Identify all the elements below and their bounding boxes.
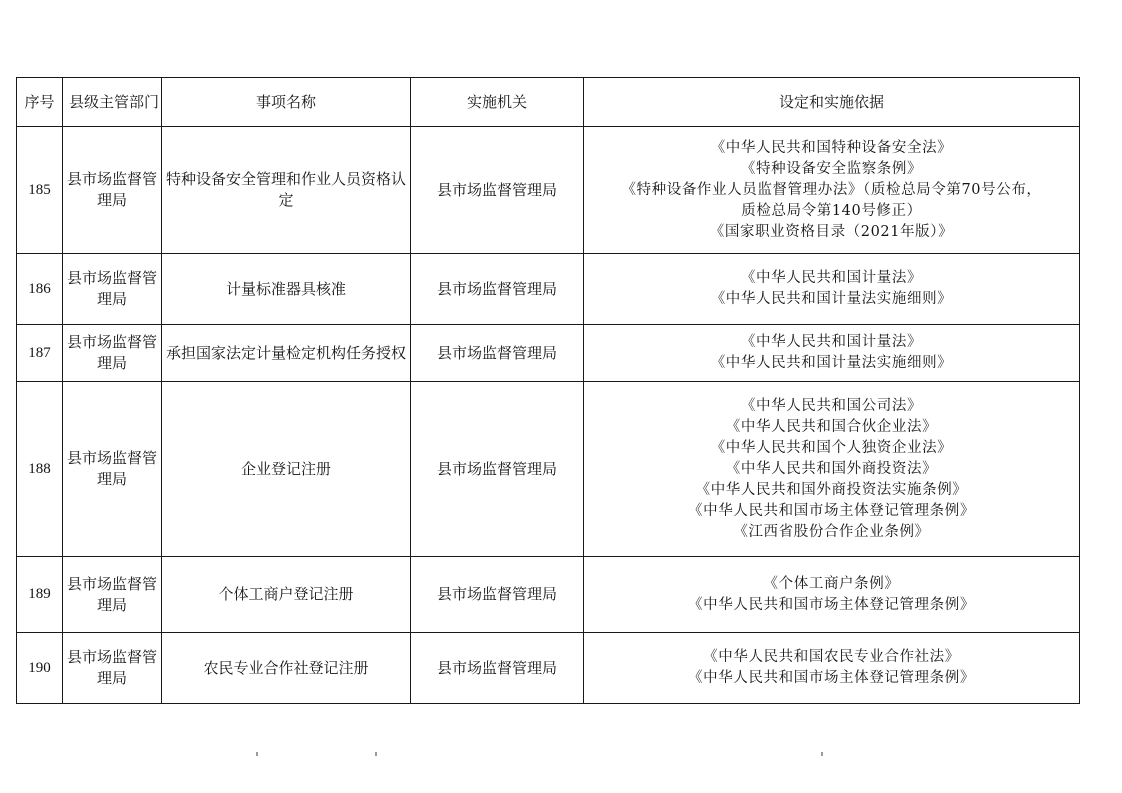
row-item: 企业登记注册 xyxy=(162,382,411,557)
basis-line: 质检总局令第140号修正） xyxy=(741,202,922,219)
matters-table xyxy=(16,77,1080,704)
basis-line: 《中华人民共和国计量法实施细则》 xyxy=(710,355,953,371)
basis-line: 《中华人民共和国计量法实施细则》 xyxy=(710,291,953,307)
scan-speck xyxy=(375,752,377,756)
scan-speck xyxy=(256,752,258,756)
row-authority: 县市场监督管理局 xyxy=(411,127,584,254)
basis-line: 《中华人民共和国特种设备安全法》 xyxy=(710,139,953,156)
row-dept: 县市场监督管理局 xyxy=(63,382,162,557)
basis-line: 《中华人民共和国外商投资法》 xyxy=(725,460,938,477)
basis-line: 《中华人民共和国公司法》 xyxy=(740,397,923,414)
row-authority: 县市场监督管理局 xyxy=(411,325,584,382)
row-seq: 186 xyxy=(17,254,63,325)
basis-line: 《中华人民共和国个人独资企业法》 xyxy=(710,439,953,456)
basis-line: 《中华人民共和国市场主体登记管理条例》 xyxy=(688,596,975,613)
basis-line: 《中华人民共和国计量法》 xyxy=(740,270,923,286)
header-dept: 县级主管部门 xyxy=(63,78,162,127)
row-basis xyxy=(584,254,1080,325)
row-authority: 县市场监督管理局 xyxy=(411,254,584,325)
row-basis xyxy=(584,557,1080,633)
row-seq: 187 xyxy=(17,325,63,382)
basis-line: 《中华人民共和国市场主体登记管理条例》 xyxy=(688,670,975,686)
table-row xyxy=(17,382,1080,557)
row-authority: 县市场监督管理局 xyxy=(411,557,584,633)
row-dept: 县市场监督管理局 xyxy=(63,254,162,325)
header-item: 事项名称 xyxy=(162,78,411,127)
basis-line: 《中华人民共和国计量法》 xyxy=(740,334,923,350)
row-dept: 县市场监督管理局 xyxy=(63,325,162,382)
row-authority: 县市场监督管理局 xyxy=(411,382,584,557)
basis-line: 《中华人民共和国外商投资法实施条例》 xyxy=(695,481,968,498)
row-item: 个体工商户登记注册 xyxy=(162,557,411,633)
scan-speck xyxy=(821,752,823,756)
row-item: 计量标准器具核准 xyxy=(162,254,411,325)
basis-line: 《中华人民共和国合伙企业法》 xyxy=(725,418,938,435)
row-item: 农民专业合作社登记注册 xyxy=(162,633,411,704)
row-seq: 190 xyxy=(17,633,63,704)
row-seq: 185 xyxy=(17,127,63,254)
row-seq: 189 xyxy=(17,557,63,633)
table-row xyxy=(17,557,1080,633)
header-authority: 实施机关 xyxy=(411,78,584,127)
row-basis xyxy=(584,325,1080,382)
row-dept: 县市场监督管理局 xyxy=(63,633,162,704)
row-item: 特种设备安全管理和作业人员资格认定 xyxy=(162,127,411,254)
basis-line: 《特种设备作业人员监督管理办法》（质检总局令第70号公布， xyxy=(621,181,1042,198)
row-authority: 县市场监督管理局 xyxy=(411,633,584,704)
basis-line: 《中华人民共和国市场主体登记管理条例》 xyxy=(688,502,975,519)
row-basis xyxy=(584,382,1080,557)
table-row xyxy=(17,127,1080,254)
row-item: 承担国家法定计量检定机构任务授权 xyxy=(162,325,411,382)
basis-line: 《江西省股份合作企业条例》 xyxy=(733,523,930,540)
table-row xyxy=(17,325,1080,382)
basis-line: 《个体工商户条例》 xyxy=(763,575,900,592)
row-dept: 县市场监督管理局 xyxy=(63,557,162,633)
row-dept: 县市场监督管理局 xyxy=(63,127,162,254)
row-basis xyxy=(584,127,1080,254)
basis-line: 《国家职业资格目录（2021年版）》 xyxy=(709,223,954,240)
table-row xyxy=(17,633,1080,704)
row-seq: 188 xyxy=(17,382,63,557)
table-row xyxy=(17,254,1080,325)
basis-line: 《中华人民共和国农民专业合作社法》 xyxy=(703,649,960,665)
header-basis: 设定和实施依据 xyxy=(584,78,1080,127)
table-header-row xyxy=(17,78,1080,127)
basis-line: 《特种设备安全监察条例》 xyxy=(740,160,923,177)
row-basis xyxy=(584,633,1080,704)
header-seq: 序号 xyxy=(17,78,63,127)
